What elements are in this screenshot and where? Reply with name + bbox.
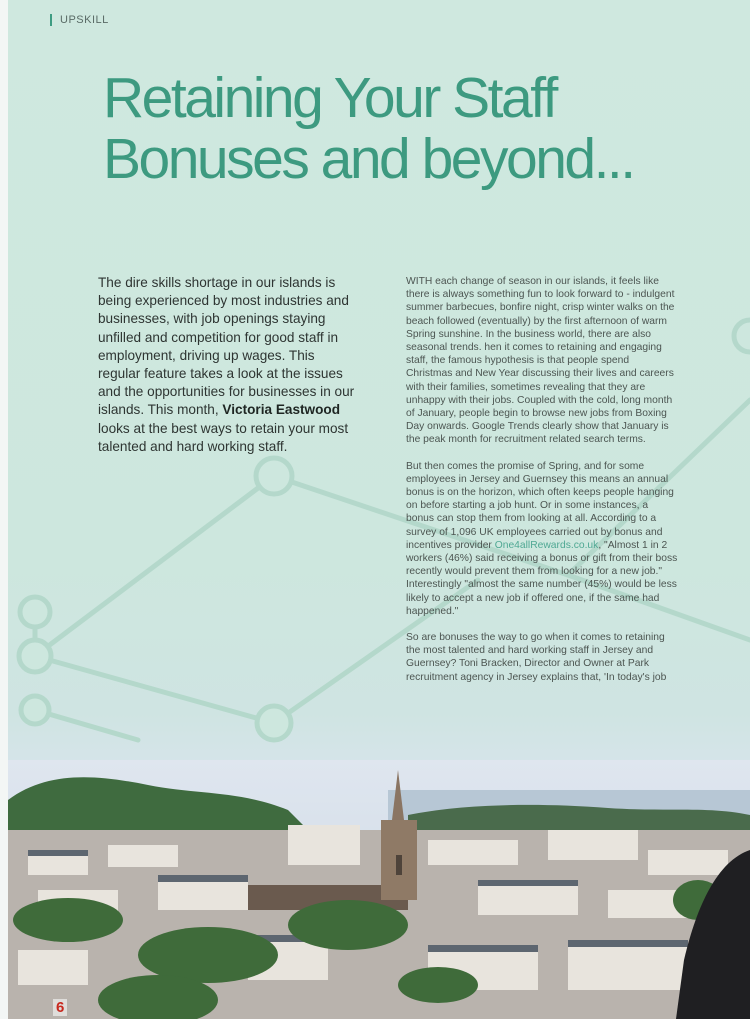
intro-text-before: The dire skills shortage in our islands is being experienced by most industries and businesses, with job openings staying unfilled and competition for good staff in employment, driving up wages. This regular feature takes a look at the issues and the opportunities for businesses in our islands. This month,: [98, 275, 355, 418]
section-tag: [50, 14, 109, 26]
rewards-link[interactable]: One4allRewards.co.uk: [494, 539, 599, 551]
body-paragraph-2-before: But then comes the promise of Spring, and for some employees in Jersey and Guernsey this means an annual bonus is on the horizon, which often keeps people hanging on before starting a job hunt. Or in some instances, a bonus can stop them from looking at all. According to a survey of 1,096 UK employees carried out by bonus and incentives provider: [406, 460, 674, 551]
body-column: [406, 275, 678, 697]
headline-line-1: Retaining Your Staff: [103, 66, 556, 130]
intro-text-after: looks at the best ways to retain your most talented and hard working staff.: [98, 420, 349, 454]
body-paragraph-1: WITH each change of season in our islands, it feels like there is always something fun to look forward to - indulgent summer barbecues, bonfire night, crisp winter walks on the beach followed (eventually) by the first afternoon of warm Spring sunshine. In the business world, there are also seasonal trends. hen it comes to retaining and engaging staff, the famous hypothesis is that people spend Christmas and New Year discussing their lives and careers with their families, sometimes revealing that they are unhappy with their jobs. Coupled with the cold, long month of January, people begin to browse new jobs from Boxing Day onwards. Google Trends clearly show that January is the peak month for recruitment related search terms.: [406, 276, 675, 446]
section-label: UPSKILL: [60, 14, 109, 26]
body-paragraph-2: [406, 460, 678, 618]
magazine-page: [8, 0, 750, 1019]
page-number: 6: [53, 999, 67, 1016]
body-paragraph-3: So are bonuses the way to go when it comes to retaining the most talented and hard working staff in Jersey and Guernsey? Toni Bracken, Director and Owner at Park recruitment agency in Jersey explains that, 'In today's job: [406, 632, 667, 683]
headline-line-2: Bonuses and beyond...: [103, 127, 634, 191]
body-paragraph-2-after: , "Almost 1 in 2 workers (46%) said receiving a bonus or gift from their boss recently would prevent them from looking for a new job." Interestingly "almost the same number (45%) would be less likely to accept a new job if offered one, if the same had happened.": [406, 539, 678, 617]
intro-paragraph: [98, 274, 356, 456]
author-name: Victoria Eastwood: [222, 402, 341, 418]
section-marker: [50, 14, 52, 26]
town-photo: [8, 760, 750, 1019]
headline: [103, 68, 634, 190]
